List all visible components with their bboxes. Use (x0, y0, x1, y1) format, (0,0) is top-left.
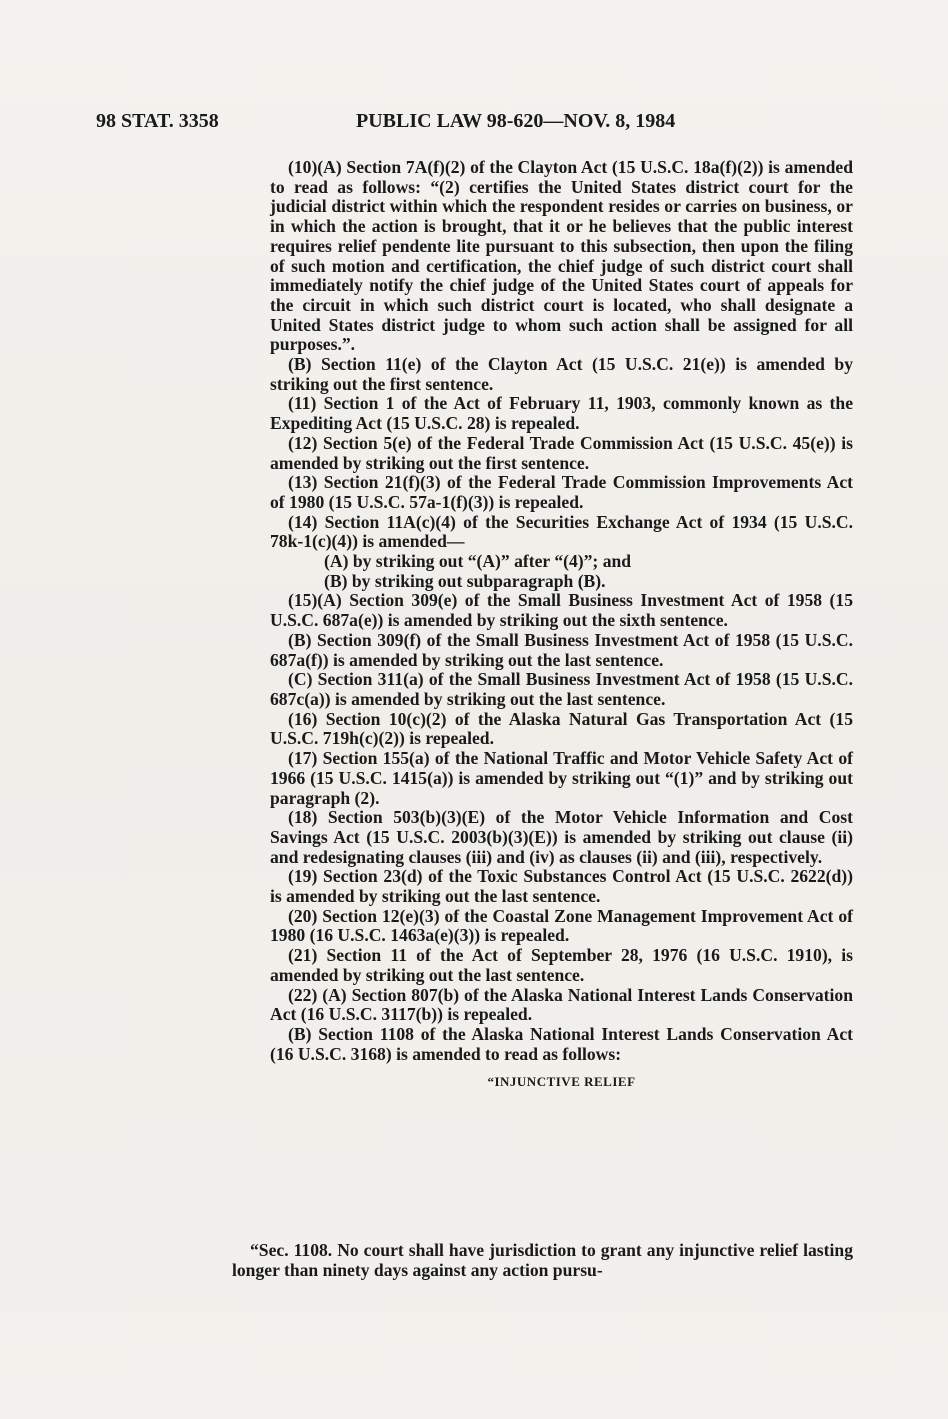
paragraph-19: (19) Section 23(d) of the Toxic Substances Control Act (15 U.S.C. 2622(d)) is amended by striking out the last sentence. (270, 866, 853, 907)
page-header (96, 110, 856, 140)
paragraph-12: (12) Section 5(e) of the Federal Trade Commission Act (15 U.S.C. 45(e)) is amended by striking out the first sentence. (270, 432, 853, 473)
paragraph-15c: (C) Section 311(a) of the Small Business Investment Act of 1958 (15 U.S.C. 687c(a)) is amended by striking out the last sentence. (270, 669, 853, 709)
paragraph-10a: (10)(A) Section 7A(f)(2) of the Clayton Act (15 U.S.C. 18a(f)(2)) is amended to read as follows: “(2) certifies the United States district court for the judicial district within which the respondent resides or carries on business, or in which the action is brought, that it or he believes that the public interest requires relief pendente lite pursuant to this subsection, then upon the filing of such motion and certification, the chief judge of such district court shall immediately notify the chief judge of the United States court of appeals for the circuit in which such district court is located, who shall designate a United States district judge to whom such action shall be assigned for all purposes.”. (270, 157, 853, 355)
paragraph-15a: (15)(A) Section 309(e) of the Small Business Investment Act of 1958 (15 U.S.C. 687a(e)) is amended by striking out the sixth sentence. (270, 590, 853, 631)
section-heading: “INJUNCTIVE RELIEF (487, 1074, 636, 1090)
paragraph-16: (16) Section 10(c)(2) of the Alaska Natural Gas Transportation Act (15 U.S.C. 719h(c)(2)) is repealed. (270, 708, 853, 749)
paragraph-10b: (B) Section 11(e) of the Clayton Act (15 U.S.C. 21(e)) is amended by striking out the first sentence. (270, 354, 853, 394)
paragraph-14a: (A) by striking out “(A)” after “(4)”; and (324, 551, 632, 572)
body-text (270, 158, 853, 1098)
paragraph-sec-1108: “Sec. 1108. No court shall have jurisdiction to grant any injunctive relief lasting longer than ninety days against any action pursu- (232, 1240, 853, 1280)
paragraph-22b: (B) Section 1108 of the Alaska National Interest Lands Conservation Act (16 U.S.C. 3168) is amended to read as follows: (270, 1023, 853, 1064)
public-law-title: PUBLIC LAW 98-620—NOV. 8, 1984 (356, 110, 676, 132)
paragraph-21: (21) Section 11 of the Act of September 28, 1976 (16 U.S.C. 1910), is amended by striking out the last sentence. (270, 945, 853, 985)
paragraph-15b: (B) Section 309(f) of the Small Business Investment Act of 1958 (15 U.S.C. 687a(f)) is amended by striking out the last sentence. (270, 629, 853, 670)
paragraph-14b: (B) by striking out subparagraph (B). (324, 570, 606, 591)
paragraph-14: (14) Section 11A(c)(4) of the Securities Exchange Act of 1934 (15 U.S.C. 78k-1(c)(4)) is amended— (270, 511, 853, 552)
paragraph-11: (11) Section 1 of the Act of February 11, 1903, commonly known as the Expediting Act (15 U.S.C. 28) is repealed. (270, 393, 853, 434)
paragraph-17: (17) Section 155(a) of the National Traffic and Motor Vehicle Safety Act of 1966 (15 U.S.C. 1415(a)) is amended by striking out “(1)” and by striking out paragraph (2). (270, 748, 853, 808)
paragraph-22a: (22) (A) Section 807(b) of the Alaska National Interest Lands Conservation Act (16 U.S.C. 3117(b)) is repealed. (270, 984, 853, 1025)
final-section-text (232, 1241, 853, 1280)
paragraph-13: (13) Section 21(f)(3) of the Federal Trade Commission Improvements Act of 1980 (15 U.S.C. 57a-1(f)(3)) is repealed. (270, 472, 853, 512)
paragraph-20: (20) Section 12(e)(3) of the Coastal Zone Management Improvement Act of 1980 (16 U.S.C. 1463a(e)(3)) is repealed. (270, 905, 853, 946)
statute-page-number: 98 STAT. 3358 (96, 110, 219, 132)
paragraph-18: (18) Section 503(b)(3)(E) of the Motor Vehicle Information and Cost Savings Act (15 U.S.C. 2003(b)(3)(E)) is amended by striking out clause (ii) and redesignating clauses (iii) and (iv) as clauses (ii) and (iii), respectively. (270, 807, 853, 867)
